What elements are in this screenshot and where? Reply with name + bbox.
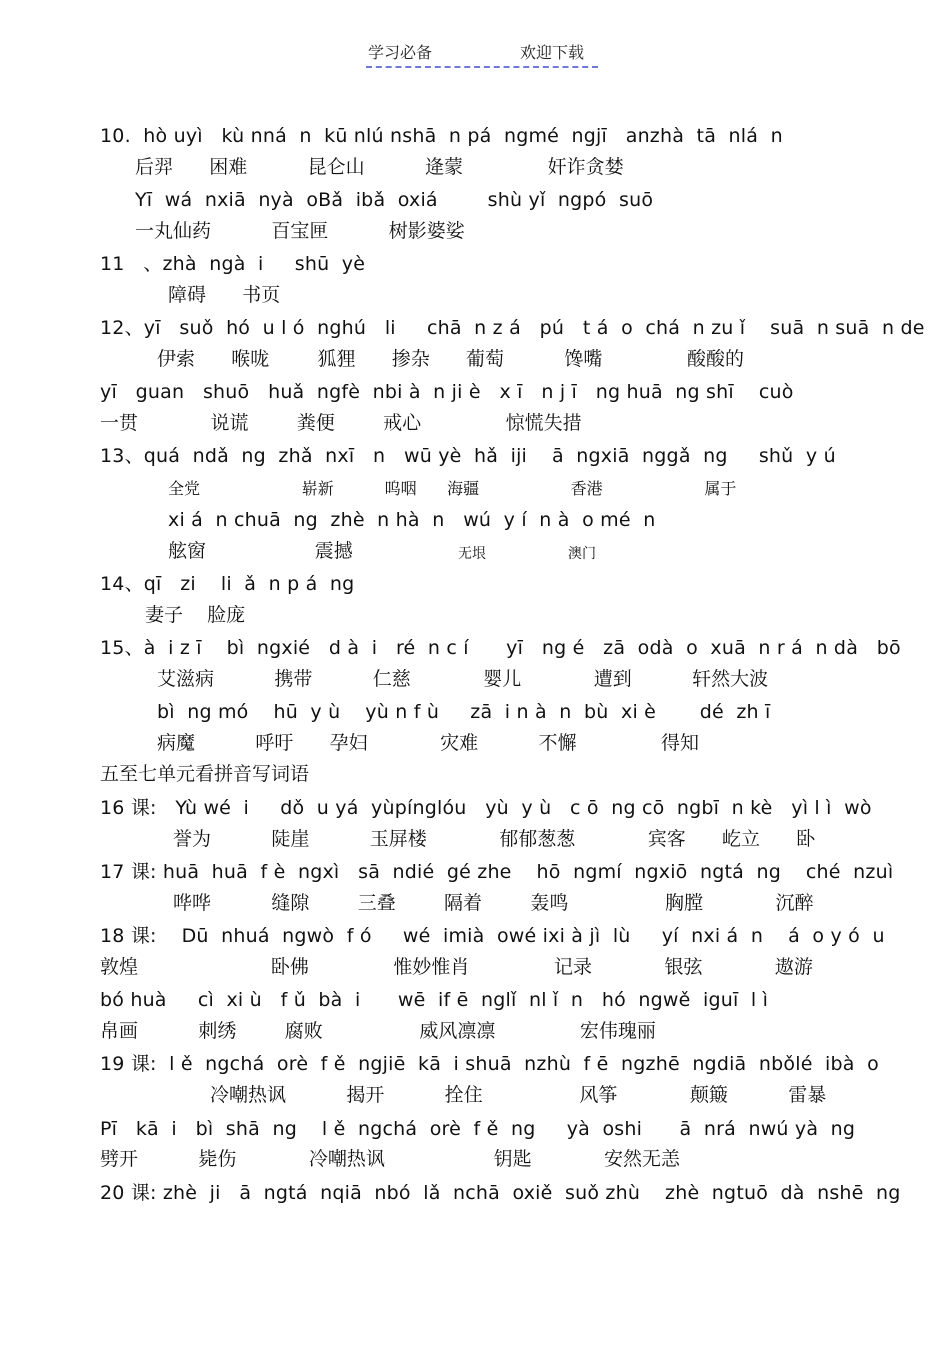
page-header [366,42,598,68]
pinyin-line: 13、quá ndǎ ng zhǎ nxī n wū yè hǎ iji ā ngxiā nggǎ ng shǔ y ú [100,445,836,467]
pinyin-line: 11 、zhà ngà i shū yè [100,253,366,275]
pinyin-line: yī guan shuō huǎ ngfè nbi à n ji è x ī n j ī ng huā ng shī cuò [100,381,794,403]
pinyin-line: Pī kā i bì shā ng l ě ngchá orè f ě ng yà oshi ā nrá nwú yà ng [100,1118,856,1140]
hanzi-line: 艾滋病 携带 仁慈 婴儿 遭到 轩然大波 [157,668,769,690]
pinyin-line: 19 课: l ě ngchá orè f ě ngjiē kā i shuā nzhù f ē ngzhē ngdiā nbǒlé ibà o [100,1053,879,1075]
hanzi-line: 伊索 喉咙 狐狸 掺杂 葡萄 馋嘴 酸酸的 [157,348,744,370]
pinyin-line: 17 课: huā huā f è ngxì sā ndié gé zhe hō ngmí ngxiō ngtá ng ché nzuì [100,861,894,883]
hanzi-line: 哗哗 缝隙 三叠 隔着 轰鸣 胸膛 沉醉 [173,892,814,914]
pinyin-line: 15、à i z ī bì ngxié d à i ré n c í yī ng é zā odà o xuā n r á n dà bō [100,637,901,659]
hanzi-line: 障碍 书页 [168,284,281,306]
hanzi-line: 舷窗 震撼 [168,540,353,562]
hanzi-line: 誉为 陡崖 玉屏楼 郁郁葱葱 宾客 屹立 卧 [173,828,816,850]
hanzi-line: 劈开 毙伤 冷嘲热讽 钥匙 安然无恙 [100,1148,681,1170]
pinyin-line: 18 课: Dū nhuá ngwò f ó wé imià owé ixi à jì lù yí nxi á n á o y ó u [100,925,885,947]
hanzi-line: 冷嘲热讽 揭开 拴住 风筝 颠簸 雷暴 [210,1084,827,1106]
hanzi-line: 全党 崭新 呜咽 海疆 香港 属于 [168,479,737,498]
hanzi-line: 一贯 说谎 粪便 戒心 惊慌失措 [100,412,582,434]
pinyin-line: 14、qī zi li ǎ n p á ng [100,573,355,595]
hanzi-line: 澳门 [568,546,596,562]
hanzi-line: 妻子 脸庞 [145,604,246,626]
hanzi-line: 病魔 呼吁 孕妇 灾难 不懈 得知 [157,732,700,754]
hanzi-line: 敦煌 卧佛 惟妙惟肖 记录 银弦 遨游 [100,956,813,978]
pinyin-line: bó huà cì xi ù f ǔ bà i wē if ē nglǐ nl ǐ n hó ngwě iguī l ì [100,989,769,1011]
header-right-text: 欢迎下载 [520,43,585,62]
hanzi-line: 五至七单元看拼音写词语 [100,763,310,785]
pinyin-line: 12、yī suǒ hó u l ó nghú li chā n z á pú t á o chá n zu ǐ suā n suā n de [100,317,925,339]
pinyin-line: 20 课: zhè ji ā ngtá nqiā nbó lǎ nchā oxiě suǒ zhù zhè ngtuō dà nshē ng [100,1182,901,1204]
pinyin-line: bì ng mó hū y ù yù n f ù zā i n à n bù xi è dé zh ī [157,701,771,723]
hanzi-line: 无垠 [458,546,486,562]
pinyin-line: Yī wá nxiā nyà oBǎ ibǎ oxiá shù yǐ ngpó suō [135,189,654,211]
hanzi-line: 帛画 刺绣 腐败 威风凛凛 宏伟瑰丽 [100,1020,656,1042]
pinyin-line: 10. hò uyì kù nná n kū nlú nshā n pá ngmé ngjī anzhà tā nlá n [100,125,783,147]
pinyin-line: xi á n chuā ng zhè n hà n wú y í n à o mé n [168,509,656,531]
hanzi-line: 后羿 困难 昆仑山 逄蒙 奸诈贪婪 [135,156,624,178]
header-left-text: 学习必备 [368,43,433,62]
pinyin-line: 16 课: Yù wé i dǒ u yá yùpínglóu yù y ù c ō ng cō ngbī n kè yì l ì wò [100,797,872,819]
hanzi-line: 一丸仙药 百宝匣 树影婆娑 [135,220,465,242]
